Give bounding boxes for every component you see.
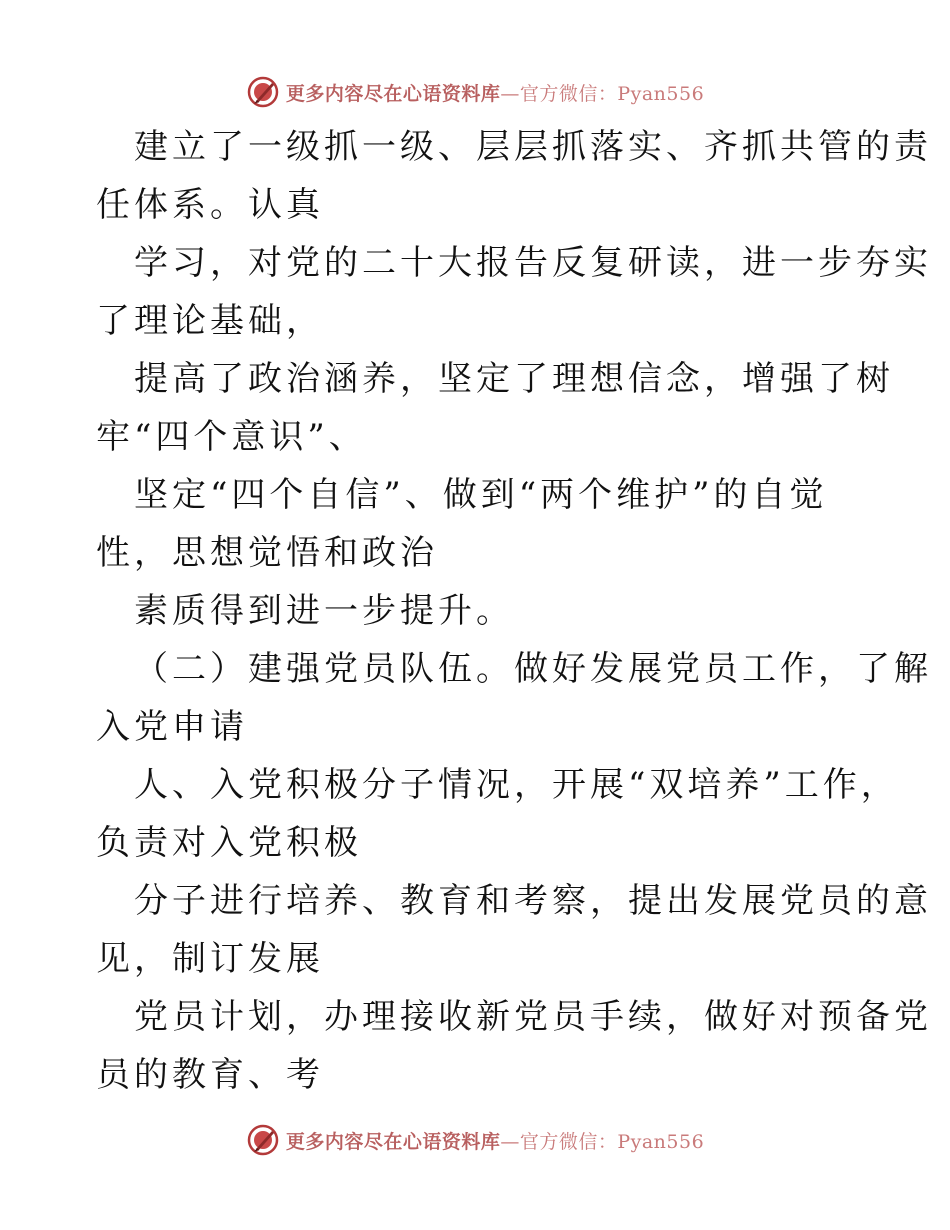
footer-banner-content xyxy=(246,1123,704,1157)
text-line-11: 入党申请 xyxy=(96,707,248,747)
text-line-12: 人、入党积极分子情况，开展“双培养”工作， xyxy=(134,765,899,805)
text-line-15: 见，制订发展 xyxy=(96,939,324,979)
text-line-8: 性，思想觉悟和政治 xyxy=(96,533,438,573)
text-line-16: 党员计划，办理接收新党员手续，做好对预备党 xyxy=(134,997,932,1037)
header-watermark-banner xyxy=(0,72,950,112)
quill-pen-logo-icon xyxy=(246,1123,280,1157)
text-line-3: 学习，对党的二十大报告反复研读，进一步夯实 xyxy=(134,243,932,283)
footer-watermark-banner xyxy=(0,1120,950,1160)
text-line-10: （二）建强党员队伍。做好发展党员工作，了解 xyxy=(134,649,932,689)
text-line-6: 牢“四个意识”、 xyxy=(96,417,367,457)
text-line-2: 任体系。认真 xyxy=(96,185,324,225)
footer-banner-text: 更多内容尽在心语资料库—官方微信：Pyan556 xyxy=(285,1130,705,1153)
text-line-14: 分子进行培养、教育和考察，提出发展党员的意 xyxy=(134,881,932,921)
text-line-5: 提高了政治涵养，坚定了理想信念，增强了树 xyxy=(134,359,894,399)
text-line-17: 员的教育、考 xyxy=(96,1055,324,1095)
text-line-1: 建立了一级抓一级、层层抓落实、齐抓共管的责 xyxy=(134,127,932,167)
header-banner-text: 更多内容尽在心语资料库—官方微信：Pyan556 xyxy=(285,82,705,105)
quill-pen-logo-icon xyxy=(246,75,280,109)
header-banner-content xyxy=(246,75,704,109)
text-line-7: 坚定“四个自信”、做到“两个维护”的自觉 xyxy=(134,475,828,515)
document-body xyxy=(96,118,932,1104)
text-line-13: 负责对入党积极 xyxy=(96,823,362,863)
text-line-9: 素质得到进一步提升。 xyxy=(134,591,514,631)
text-line-4: 了理论基础， xyxy=(96,301,324,341)
